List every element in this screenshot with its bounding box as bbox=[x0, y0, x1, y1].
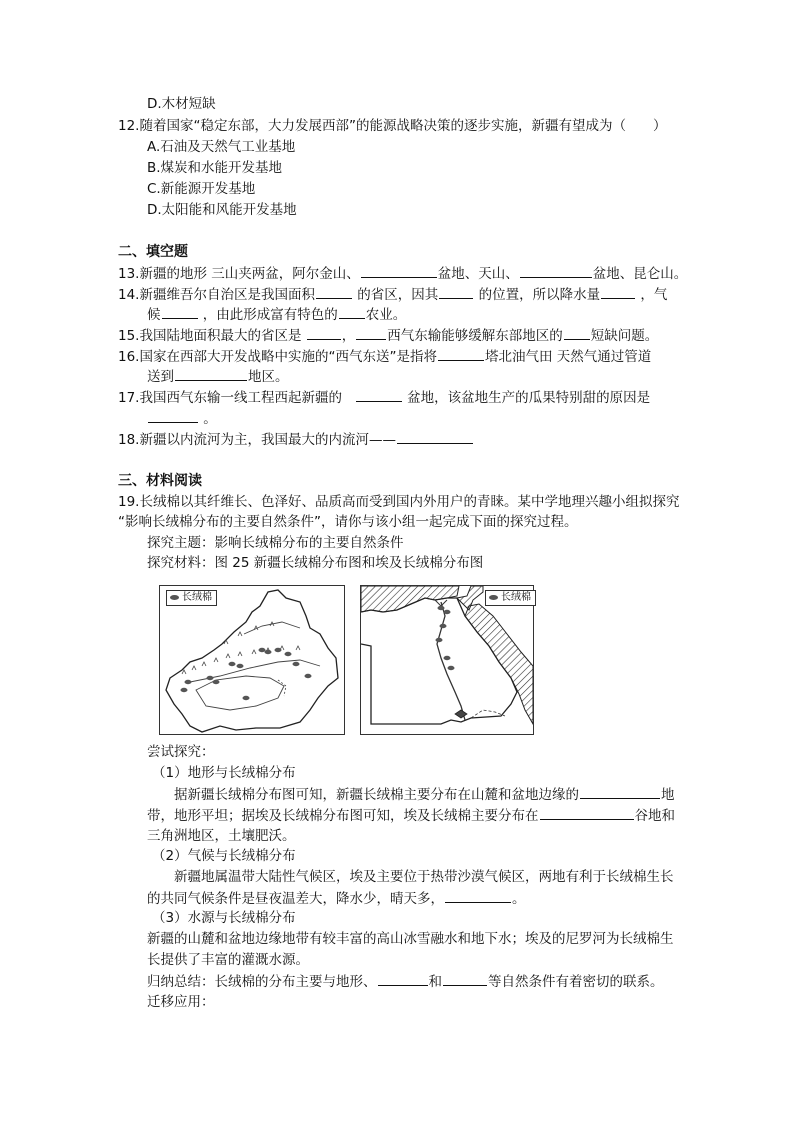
q15-blank-2[interactable] bbox=[356, 325, 386, 340]
q19-p1-text-b: 地 bbox=[661, 787, 675, 803]
q19-p3-title: （3）水源与长绒棉分布 bbox=[152, 910, 296, 926]
q16-line-1 bbox=[118, 346, 651, 367]
q19-try: 尝试探究： bbox=[147, 744, 215, 760]
q13 bbox=[118, 263, 687, 284]
q13-blank-2[interactable] bbox=[520, 263, 592, 278]
q15-text-d: 短缺问题。 bbox=[590, 328, 659, 344]
cotton-symbol bbox=[305, 674, 312, 678]
q19-summary-text-a: 归纳总结：长绒棉的分布主要与地形、 bbox=[147, 974, 377, 990]
q17-text-c: 。 bbox=[199, 411, 217, 427]
cotton-symbol bbox=[207, 676, 214, 680]
q19-summary-text-c: 等自然条件有着密切的联系。 bbox=[488, 974, 664, 990]
cotton-symbol bbox=[229, 662, 236, 666]
cotton-symbol bbox=[285, 652, 292, 656]
cotton-symbol bbox=[448, 666, 455, 670]
q19-blank-5[interactable] bbox=[443, 971, 487, 986]
q12-stem: 12.随着国家“稳定东部，大力发展西部”的能源战略决策的逐步实施，新疆有望成为（ ） bbox=[118, 118, 667, 134]
cotton-symbol bbox=[259, 648, 266, 652]
q15-text-a: 15.我国陆地面积最大的省区是 bbox=[118, 328, 306, 344]
q16-text-b: 塔北油气田 天然气通过管道 bbox=[484, 349, 652, 365]
cotton-symbol bbox=[213, 680, 220, 684]
section-reading-title: 三、材料阅读 bbox=[118, 473, 202, 489]
q14-blank-2[interactable] bbox=[439, 284, 473, 299]
q12-option-d: D.太阳能和风能开发基地 bbox=[147, 202, 297, 218]
q17-text-a: 17.我国西气东输一线工程西起新疆的 bbox=[118, 390, 342, 406]
cotton-symbol bbox=[440, 624, 447, 628]
q15-text-b: ， bbox=[341, 328, 356, 344]
q13-text-c: 盆地、昆仑山。 bbox=[592, 266, 688, 282]
q14-blank-1[interactable] bbox=[316, 284, 352, 299]
q14-blank-4[interactable] bbox=[162, 304, 198, 319]
q14-text-d: ，气 bbox=[636, 287, 668, 303]
q19-p2-line-2 bbox=[147, 888, 526, 909]
q13-text-b: 盆地、天山、 bbox=[437, 266, 519, 282]
q14-text-b: 的省区，因其 bbox=[352, 287, 439, 303]
cotton-icon bbox=[489, 595, 498, 600]
q12-option-c: C.新能源开发基地 bbox=[147, 181, 256, 197]
q16-text-c: 送到 bbox=[147, 369, 174, 385]
cotton-symbol bbox=[293, 662, 300, 666]
egypt-cotton-map bbox=[360, 585, 534, 735]
q15-blank-3[interactable] bbox=[564, 325, 590, 340]
q14-line-1 bbox=[118, 284, 667, 305]
q19-topic: 探究主题：影响长绒棉分布的主要自然条件 bbox=[147, 535, 404, 551]
cotton-symbol bbox=[275, 648, 282, 652]
q12-option-b: B.煤炭和水能开发基地 bbox=[147, 160, 283, 176]
q16-blank-2[interactable] bbox=[175, 366, 247, 381]
legend-left bbox=[166, 590, 217, 606]
q19-summary bbox=[147, 971, 664, 992]
q19-p3-line-1: 新疆的山麓和盆地边缘地带有较丰富的高山冰雪融水和地下水；埃及的尼罗河为长绒棉生 bbox=[147, 931, 674, 947]
q19-blank-2[interactable] bbox=[540, 805, 634, 820]
legend-right-label: 长绒棉 bbox=[501, 592, 531, 603]
q19-p2-text-c: 。 bbox=[512, 891, 526, 907]
q18 bbox=[118, 429, 474, 450]
q19-p2-line-1: 新疆地属温带大陆性气候区，埃及主要位于热带沙漠气候区，两地有利于长绒棉生长 bbox=[174, 869, 674, 885]
cotton-icon bbox=[170, 595, 179, 600]
cotton-symbol bbox=[181, 688, 188, 692]
q15 bbox=[118, 325, 658, 346]
q17-text-b: 盆地，该盆地生产的瓜果特别甜的原因是 bbox=[402, 390, 651, 406]
q17-line-2 bbox=[147, 408, 217, 429]
q19-p1-line-1 bbox=[174, 784, 675, 805]
cotton-symbol bbox=[237, 664, 244, 668]
legend-left-label: 长绒棉 bbox=[182, 592, 212, 603]
cotton-symbol bbox=[185, 680, 192, 684]
q19-summary-text-b: 和 bbox=[428, 974, 442, 990]
q11-option-d: D.木材短缺 bbox=[147, 96, 216, 112]
q19-p1-line-2 bbox=[147, 805, 675, 826]
q19-apply: 迁移应用： bbox=[147, 994, 215, 1010]
q19-p3-line-2: 长提供了丰富的灌溉水源。 bbox=[147, 952, 309, 968]
xinjiang-cotton-map bbox=[159, 585, 345, 735]
q17-blank-1[interactable] bbox=[356, 387, 402, 402]
q19-line-1: 19.长绒棉以其纤维长、色泽好、品质高而受到国内外用户的青睐。某中学地理兴趣小组拟探究 bbox=[118, 494, 680, 510]
q16-line-2 bbox=[147, 366, 289, 387]
q19-blank-1[interactable] bbox=[580, 784, 660, 799]
xinjiang-outline-svg bbox=[160, 586, 344, 734]
q16-blank-1[interactable] bbox=[438, 346, 484, 361]
q19-blank-4[interactable] bbox=[378, 971, 428, 986]
q14-text-c: 的位置，所以降水量 bbox=[474, 287, 601, 303]
q19-p2-title: （2）气候与长绒棉分布 bbox=[152, 848, 296, 864]
q14-text-a: 14.新疆维吾尔自治区是我国面积 bbox=[118, 287, 315, 303]
cotton-symbol bbox=[444, 656, 451, 660]
q19-p1-line-3: 三角洲地区，土壤肥沃。 bbox=[147, 828, 296, 844]
q19-blank-3[interactable] bbox=[445, 888, 511, 903]
cotton-symbol bbox=[438, 606, 445, 610]
q16-text-d: 地区。 bbox=[248, 369, 289, 385]
q19-p2-text-b: 的共同气候条件是昼夜温差大，降水少，晴天多， bbox=[147, 891, 444, 907]
q14-blank-5[interactable] bbox=[339, 304, 365, 319]
q17-line-1 bbox=[118, 387, 650, 408]
cotton-symbol bbox=[444, 610, 451, 614]
q19-p1-text-d: 谷地和 bbox=[634, 808, 675, 824]
q14-text-g: 农业。 bbox=[365, 307, 407, 323]
q15-text-c: 西气东输能够缓解东部地区的 bbox=[387, 328, 563, 344]
q19-p1-text-a: 据新疆长绒棉分布图可知，新疆长绒棉主要分布在山麓和盆地边缘的 bbox=[174, 787, 579, 803]
q13-text-a: 13.新疆的地形 三山夹两盆，阿尔金山、 bbox=[118, 266, 360, 282]
egypt-outline-svg bbox=[361, 586, 533, 734]
q14-blank-3[interactable] bbox=[601, 284, 635, 299]
q19-p1-text-c: 带，地形平坦；据埃及长绒棉分布图可知，埃及长绒棉主要分布在 bbox=[147, 808, 539, 824]
cotton-symbol bbox=[243, 696, 250, 700]
legend-right bbox=[485, 590, 536, 606]
cotton-symbol bbox=[265, 650, 272, 654]
q13-blank-1[interactable] bbox=[361, 263, 437, 278]
q18-text-a: 18.新疆以内流河为主，我国最大的内流河—— bbox=[118, 432, 396, 448]
q12-option-a: A.石油及天然气工业基地 bbox=[147, 139, 296, 155]
q18-blank-1[interactable] bbox=[397, 429, 473, 444]
q14-text-e: 候 bbox=[147, 307, 161, 323]
q19-p1-title: （1）地形与长绒棉分布 bbox=[152, 765, 296, 781]
q14-line-2 bbox=[147, 304, 406, 325]
q17-blank-2[interactable] bbox=[148, 408, 198, 423]
q14-text-f: ，由此形成富有特色的 bbox=[198, 307, 338, 323]
q19-line-2: “影响长绒棉分布的主要自然条件”，请你与该小组一起完成下面的探究过程。 bbox=[118, 514, 578, 530]
cotton-symbol bbox=[436, 638, 443, 642]
q16-text-a: 16.国家在西部大开发战略中实施的“西气东送”是指将 bbox=[118, 349, 437, 365]
q15-blank-1[interactable] bbox=[307, 325, 341, 340]
q19-material: 探究材料：图 25 新疆长绒棉分布图和埃及长绒棉分布图 bbox=[147, 555, 484, 571]
section-fill-blank-title: 二、填空题 bbox=[118, 244, 188, 260]
